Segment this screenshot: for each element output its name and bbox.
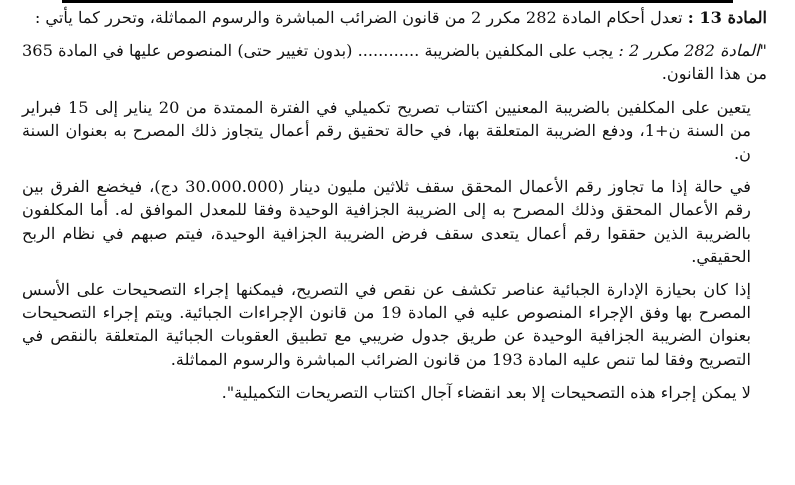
top-rule — [62, 0, 733, 3]
body-paragraph-corrections: إذا كان بحيازة الإدارة الجبائية عناصر تكشف عن نقص في التصريح، فيمكنها إجراء التصحيحات على الأسس المصرح بها وفق الإجراء المنصوص عليه في المادة 19 من قانون الإجراءات الجبائية. ويتم إجراء التصحيحات بعنوان الضريبة الجزافية الوحيدة عن طريق جدول ضريبي مع تطبيق العقوبات الجبائية المتعلقة بالنقص في التصريح وفقا لما تنص عليه المادة 193 من قانون الضرائب المباشرة والرسوم المماثلة. — [22, 280, 751, 369]
quoted-article-text: يجب على المكلفين بالضريبة ............ (بدون تغيير حتى) المنصوص عليها في المادة 365 من هذا القانون. — [22, 41, 767, 84]
quoted-article-label: "المادة 282 مكرر 2 : — [618, 41, 767, 61]
body-paragraph-threshold: في حالة إذا ما تجاوز رقم الأعمال المحقق سقف ثلاثين مليون دينار (30.000.000 دج)، فيخضع الفرق بين رقم الأعمال المحقق وذلك المصرح به إلى الضريبة الجزافية الوحيدة وفقا للمعدل الموافق له. أما المكلفون بالضريبة الذين حققوا رقم أعمال يتعدى سقف فرض الضريبة الجزافية الوحيدة، فيتم صبهم في نظام الربح الحقيقي. — [22, 177, 752, 266]
quoted-article-paragraph — [22, 39, 767, 85]
article-text: تعدل أحكام المادة 282 مكرر 2 من قانون الضرائب المباشرة والرسوم المماثلة، وتحرر كما يأتي : — [34, 8, 688, 27]
body-paragraph-deadline: لا يمكن إجراء هذه التصحيحات إلا بعد انقضاء آجال اكتتاب التصريحات التكميلية". — [221, 382, 751, 402]
article-paragraph — [22, 6, 767, 29]
body-paragraph-declaration: يتعين على المكلفين بالضريبة المعنيين اكتتاب تصريح تكميلي في الفترة الممتدة من 20 يناير إلى 15 فبراير من السنة ن+1، ودفع الضريبة المتعلقة بها، في حالة تحقيق رقم أعمال يتجاوز ذلك المصرح به بعنوان السنة ن. — [22, 97, 752, 164]
article-label: المادة 13 : — [687, 8, 767, 27]
